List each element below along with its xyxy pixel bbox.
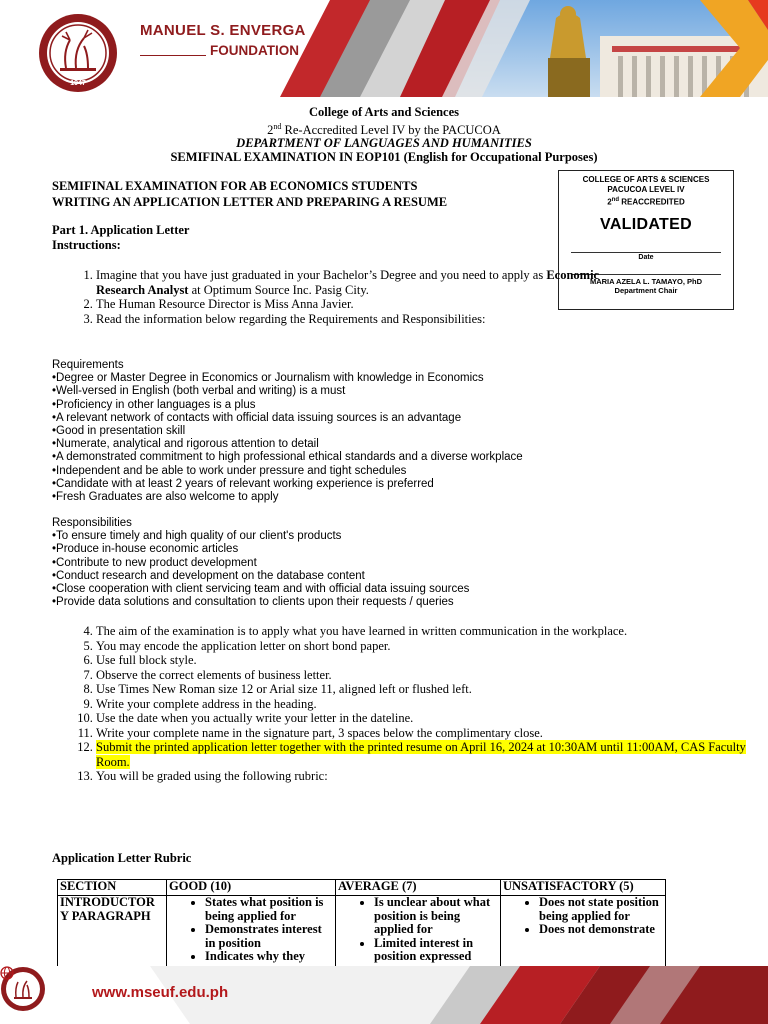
list-item: 13. You will be graded using the following rubric:: [96, 769, 756, 784]
list-item: 4. The aim of the examination is to apply what you have learned in written communication in the workplace.: [96, 624, 756, 639]
globe-icon: [0, 966, 14, 980]
redaction-box: [140, 43, 206, 56]
list-item: 9. Write your complete address in the heading.: [96, 697, 756, 712]
org-name-line2: [140, 43, 306, 58]
list-item: • Fresh Graduates are also welcome to apply: [52, 491, 523, 504]
instructions-list-1: [52, 268, 616, 326]
date-line: [571, 252, 721, 253]
document-heading: [0, 106, 768, 164]
list-item: • Limited interest in position expressed: [374, 937, 498, 964]
list-item: • A demonstrated commitment to high professional ethical standards and a diverse workplace: [52, 451, 523, 464]
column-header: SECTION: [58, 880, 167, 896]
responsibilities-heading: Responsibilities: [52, 517, 132, 529]
org-foundation: FOUNDATION: [210, 43, 299, 58]
responsibilities-section: [52, 517, 469, 609]
instructions-list-2: [52, 624, 756, 784]
list-item: • States what position is being applied for: [205, 896, 333, 923]
rubric-title: Application Letter Rubric: [52, 851, 192, 865]
list-item: • Demonstrates interest in position: [205, 923, 333, 950]
list-item: • Produce in-house economic articles: [52, 543, 469, 556]
highlighted-text: Submit the printed application letter together with the printed resume on April 16, 2024 at 10:30AM until 11:00AM, CAS Faculty Room.: [96, 740, 746, 769]
list-item: • Degree or Master Degree in Economics or Journalism with knowledge in Economics: [52, 372, 523, 385]
letterhead-banner: [0, 0, 768, 97]
list-item: 5. You may encode the application letter on short bond paper.: [96, 639, 756, 654]
list-item-highlighted: [96, 740, 756, 769]
part-heading: [52, 223, 189, 253]
instructions-label: Instructions:: [52, 238, 121, 252]
list-item: • Does not state position being applied for: [539, 896, 663, 923]
list-item: 8. Use Times New Roman size 12 or Arial size 11, aligned left or flushed left.: [96, 682, 756, 697]
stamp-header: COLLEGE OF ARTS & SCIENCES PACUCOA LEVEL IV 2nd REACCREDITED: [582, 175, 710, 207]
exam-subject-line: SEMIFINAL EXAMINATION IN EOP101 (English for Occupational Purposes): [170, 149, 598, 164]
list-item: • Good in presentation skill: [52, 425, 523, 438]
requirements-heading: Requirements: [52, 359, 124, 371]
requirements-section: [52, 359, 523, 504]
list-item: • Numerate, analytical and rigorous attention to detail: [52, 438, 523, 451]
list-item: • A relevant network of contacts with official data issuing sources is an advantage: [52, 412, 523, 425]
page-footer: [0, 966, 768, 1024]
list-item: • Well-versed in English (both verbal and writing) is a must: [52, 385, 523, 398]
list-item: • To ensure timely and high quality of our client's products: [52, 530, 469, 543]
exam-title-line2: WRITING AN APPLICATION LETTER AND PREPARING A RESUME: [52, 195, 448, 209]
column-header: GOOD (10): [167, 880, 336, 896]
list-item: • Independent and be able to work under pressure and tight schedules: [52, 465, 523, 478]
org-name-line1: MANUEL S. ENVERGA: [140, 22, 306, 39]
list-item: 2. The Human Resource Director is Miss Anna Javier.: [96, 297, 616, 312]
list-item: 11. Write your complete name in the signature part, 3 spaces below the complimentary close.: [96, 726, 756, 741]
university-seal-icon: [30, 12, 128, 94]
college-name: College of Arts and Sciences: [309, 105, 459, 119]
department-name: DEPARTMENT OF LANGUAGES AND HUMANITIES: [236, 136, 532, 151]
accreditation-line: 2nd Re-Accredited Level IV by the PACUCOA: [267, 121, 501, 137]
list-item: 7. Observe the correct elements of business letter.: [96, 668, 756, 683]
exam-title-line1: SEMIFINAL EXAMINATION FOR AB ECONOMICS STUDENTS: [52, 179, 418, 193]
website-link[interactable]: www.mseuf.edu.ph: [92, 984, 229, 1001]
seal-year: 1947: [70, 80, 86, 87]
list-item: 6. Use full block style.: [96, 653, 756, 668]
list-item: 1. Imagine that you have just graduated in your Bachelor’s Degree and you need to apply as Economic Research Analyst at Optimum Source Inc. Pasig City.: [96, 268, 616, 297]
list-item: • Indicates why they: [205, 950, 333, 964]
table-header-row: [58, 880, 666, 896]
organization-name: [140, 22, 306, 58]
column-header: AVERAGE (7): [336, 880, 501, 896]
list-item: 10. Use the date when you actually write your letter in the dateline.: [96, 711, 756, 726]
list-item: • Does not demonstrate: [539, 923, 663, 937]
list-item: • Close cooperation with client servicing team and with official data issuing sources: [52, 583, 469, 596]
date-label: Date: [638, 253, 654, 261]
part-title: Part 1. Application Letter: [52, 223, 190, 237]
column-header: UNSATISFACTORY (5): [501, 880, 666, 896]
exam-title: [52, 178, 447, 210]
list-item: • Provide data solutions and consultation to clients upon their requests / queries: [52, 596, 469, 609]
chair-role: Department Chair: [614, 285, 678, 295]
row-section-cell: INTRODUCTOR Y PARAGRAPH: [58, 896, 167, 983]
chair-name: MARIA AZELA L. TAMAYO, PhD: [589, 276, 703, 286]
list-item: • Candidate with at least 2 years of relevant working experience is preferred: [52, 478, 523, 491]
list-item: • Conduct research and development on the database content: [52, 570, 469, 583]
list-item: • Is unclear about what position is being applied for: [374, 896, 498, 937]
validated-label: VALIDATED: [600, 215, 692, 233]
list-item: 3. Read the information below regarding the Requirements and Responsibilities:: [96, 312, 616, 327]
list-item: • Proficiency in other languages is a plus: [52, 399, 523, 412]
list-item: • Contribute to new product development: [52, 557, 469, 570]
